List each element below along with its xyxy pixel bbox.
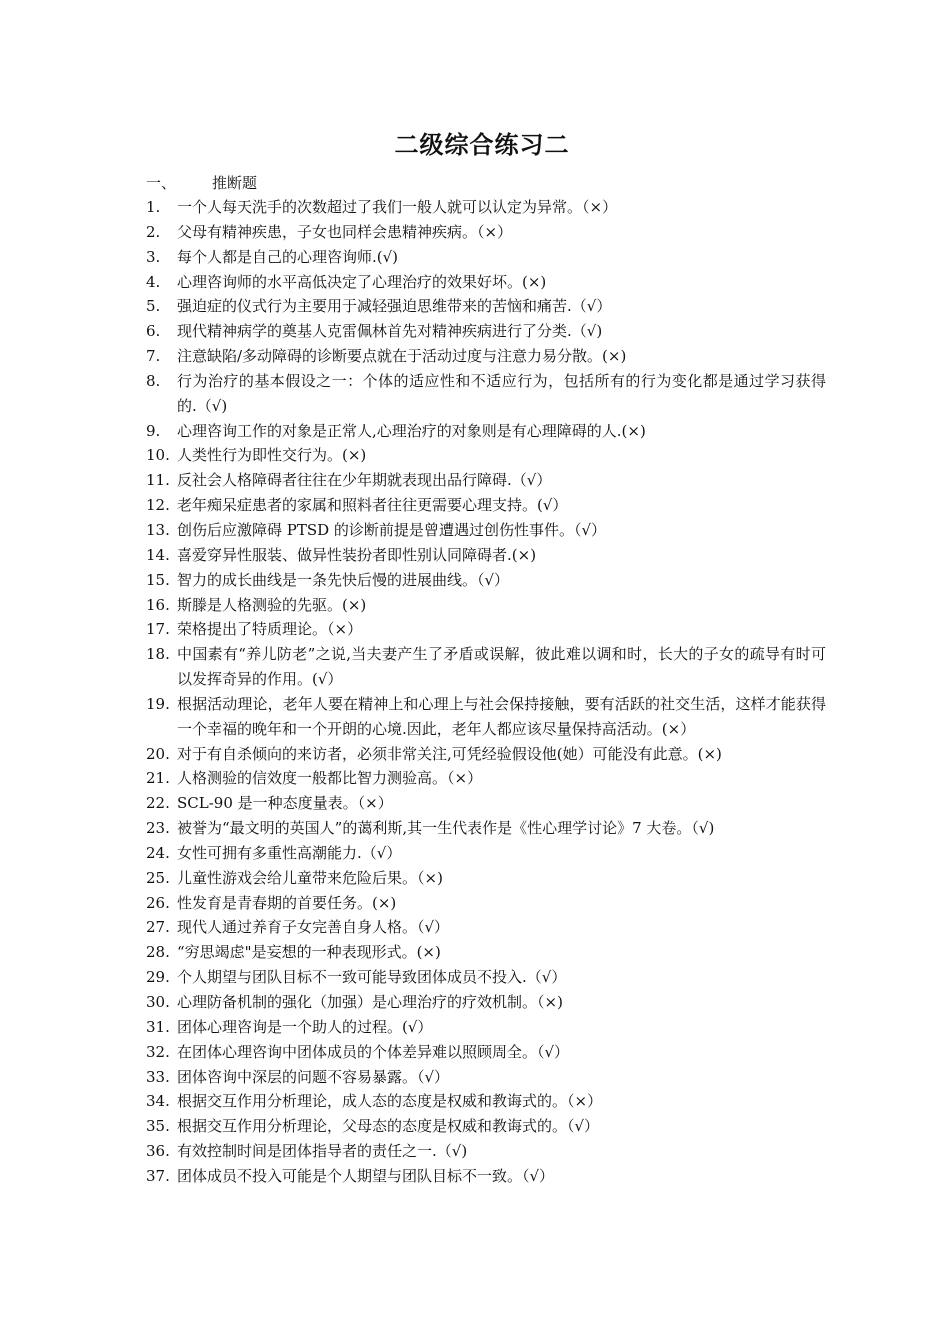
question-text: 个人期望与团队目标不一致可能导致团体成员不投入.（√） xyxy=(177,968,567,987)
question-text: “穷思竭虑"是妄想的一种表现形式。(×) xyxy=(177,943,441,962)
question-number: 18. xyxy=(146,645,170,664)
question-number: 2. xyxy=(146,222,161,241)
question-number: 12. xyxy=(146,496,170,515)
question-number: 28. xyxy=(146,943,170,962)
question-text: 智力的成长曲线是一条先快后慢的进展曲线。（√） xyxy=(177,570,510,589)
question-item xyxy=(146,419,826,444)
question-item xyxy=(146,816,826,841)
question-text: 根据交互作用分析理论，父母态的态度是权威和教诲式的。（√） xyxy=(177,1117,600,1136)
question-item xyxy=(146,518,826,543)
question-number: 11. xyxy=(146,471,170,490)
question-text: 现代精神病学的奠基人克雷佩林首先对精神疾病进行了分类.（√) xyxy=(177,322,603,341)
question-item xyxy=(146,791,826,816)
question-item xyxy=(146,891,826,916)
question-number: 16. xyxy=(146,595,170,614)
question-number: 32. xyxy=(146,1042,170,1061)
question-number: 24. xyxy=(146,843,170,862)
question-item xyxy=(146,195,826,220)
question-item xyxy=(146,915,826,940)
question-number: 14. xyxy=(146,545,170,564)
question-item xyxy=(146,593,826,618)
question-text: 创伤后应激障碍 PTSD 的诊断前提是曾遭遇过创伤性事件。（√） xyxy=(177,520,606,539)
question-text: 团体咨询中深层的问题不容易暴露。（√） xyxy=(177,1067,450,1086)
question-number: 17. xyxy=(146,620,170,639)
question-list xyxy=(146,195,826,1189)
question-item xyxy=(146,245,826,270)
question-text: 荣格提出了特质理论。（×） xyxy=(177,620,363,639)
question-text: 被誉为“最文明的英国人”的蔼利斯,其一生代表作是《性心理学讨论》7 大卷。（√) xyxy=(177,819,715,838)
question-text: 心理咨询师的水平高低决定了心理治疗的效果好坏。(×) xyxy=(177,272,547,291)
question-item xyxy=(146,692,826,742)
question-item xyxy=(146,270,826,295)
section-number: 一、 xyxy=(146,174,177,192)
question-item xyxy=(146,766,826,791)
question-item xyxy=(146,617,826,642)
question-text: 喜爱穿异性服装、做异性装扮者即性别认同障碍者.(×) xyxy=(177,545,537,564)
question-number: 35. xyxy=(146,1117,170,1136)
question-text: 心理防备机制的强化（加强）是心理治疗的疗效机制。（×) xyxy=(177,993,563,1011)
section-heading xyxy=(146,171,257,195)
question-item xyxy=(146,344,826,369)
question-number: 22. xyxy=(146,794,170,813)
question-number: 10. xyxy=(146,446,170,465)
question-item xyxy=(146,1040,826,1065)
question-number: 30. xyxy=(146,993,170,1011)
question-item xyxy=(146,965,826,990)
question-text: 团体心理咨询是一个助人的过程。(√） xyxy=(177,1017,433,1036)
question-number: 36. xyxy=(146,1142,170,1161)
question-number: 19. xyxy=(146,694,170,713)
question-number: 7. xyxy=(146,347,161,366)
question-number: 21. xyxy=(146,769,170,788)
question-text: 中国素有“养儿防老”之说,当夫妻产生了矛盾或误解，彼此难以调和时，长大的子女的疏导有时可以发挥奇异的作用。(√） xyxy=(177,645,826,689)
question-text: 父母有精神疾患，子女也同样会患精神疾病。（×） xyxy=(177,222,513,241)
question-item xyxy=(146,1114,826,1139)
question-item xyxy=(146,940,826,965)
question-item xyxy=(146,443,826,468)
question-number: 29. xyxy=(146,968,170,987)
question-number: 34. xyxy=(146,1092,170,1111)
question-item xyxy=(146,568,826,593)
question-number: 13. xyxy=(146,520,170,539)
question-item xyxy=(146,1065,826,1090)
question-item xyxy=(146,294,826,319)
question-item xyxy=(146,866,826,891)
question-text: 现代人通过养育子女完善自身人格。（√） xyxy=(177,918,450,937)
question-item xyxy=(146,1015,826,1040)
question-item xyxy=(146,220,826,245)
question-number: 33. xyxy=(146,1067,170,1086)
question-number: 1. xyxy=(146,198,161,216)
section-title: 推断题 xyxy=(212,174,258,192)
question-text: 有效控制时间是团体指导者的责任之一.（√) xyxy=(177,1142,468,1161)
question-number: 9. xyxy=(146,421,161,440)
question-item xyxy=(146,1164,826,1189)
question-text: 老年痴呆症患者的家属和照料者往往更需要心理支持。(√） xyxy=(177,496,568,515)
question-item xyxy=(146,841,826,866)
question-text: 根据活动理论，老年人要在精神上和心理上与社会保持接触，要有活跃的社交生活，这样才能获得一个幸福的晚年和一个开朗的心境.因此，老年人都应该尽量保持高活动。(×） xyxy=(177,694,826,738)
question-item xyxy=(146,468,826,493)
question-text: 心理咨询工作的对象是正常人,心理治疗的对象则是有心理障碍的人.(×) xyxy=(177,421,646,440)
question-number: 23. xyxy=(146,819,170,838)
question-text: 行为治疗的基本假设之一：个体的适应性和不适应行为，包括所有的行为变化都是通过学习获得的.（√) xyxy=(177,371,826,415)
question-number: 6. xyxy=(146,322,161,341)
question-item xyxy=(146,319,826,344)
question-item xyxy=(146,1139,826,1164)
question-number: 26. xyxy=(146,893,170,912)
question-number: 37. xyxy=(146,1166,170,1185)
question-number: 20. xyxy=(146,744,170,763)
question-text: 人类性行为即性交行为。(×) xyxy=(177,446,367,465)
question-text: 一个人每天洗手的次数超过了我们一般人就可以认定为异常。（×） xyxy=(177,198,618,216)
question-text: 斯滕是人格测验的先驱。(×) xyxy=(177,595,367,614)
question-text: 性发育是青春期的首要任务。(×) xyxy=(177,893,397,912)
question-text: 女性可拥有多重性高潮能力.（√） xyxy=(177,843,402,862)
question-text: 注意缺陷/多动障碍的诊断要点就在于活动过度与注意力易分散。(×) xyxy=(177,347,627,366)
question-number: 25. xyxy=(146,868,170,887)
question-text: 人格测验的信效度一般都比智力测验高。（×） xyxy=(177,769,483,788)
question-number: 5. xyxy=(146,297,161,316)
question-text: 团体成员不投入可能是个人期望与团队目标不一致。（√） xyxy=(177,1166,555,1185)
question-number: 15. xyxy=(146,570,170,589)
question-item xyxy=(146,742,826,767)
question-text: 强迫症的仪式行为主要用于减轻强迫思维带来的苦恼和痛苦.（√） xyxy=(177,297,612,316)
question-text: 在团体心理咨询中团体成员的个体差异难以照顾周全。（√） xyxy=(177,1042,570,1061)
question-item xyxy=(146,543,826,568)
question-item xyxy=(146,1089,826,1114)
question-text: 根据交互作用分析理论，成人态的态度是权威和教诲式的。（×） xyxy=(177,1092,603,1111)
question-text: 反社会人格障碍者往往在少年期就表现出品行障碍.（√） xyxy=(177,471,552,490)
question-item xyxy=(146,369,826,419)
question-item xyxy=(146,493,826,518)
question-text: 对于有自杀倾向的来访者，必须非常关注,可凭经验假设他(她）可能没有此意。(×) xyxy=(177,744,722,763)
page-title: 二级综合练习二 xyxy=(394,130,570,159)
question-text: 儿童性游戏会给儿童带来危险后果。（×) xyxy=(177,868,443,887)
question-number: 8. xyxy=(146,371,161,390)
question-number: 3. xyxy=(146,247,161,266)
question-item xyxy=(146,990,826,1015)
question-number: 31. xyxy=(146,1017,170,1036)
question-number: 27. xyxy=(146,918,170,937)
question-text: SCL-90 是一种态度量表。（×） xyxy=(177,794,393,813)
question-text: 每个人都是自己的心理咨询师.(√) xyxy=(177,247,399,266)
question-number: 4. xyxy=(146,272,161,291)
question-item xyxy=(146,642,826,692)
